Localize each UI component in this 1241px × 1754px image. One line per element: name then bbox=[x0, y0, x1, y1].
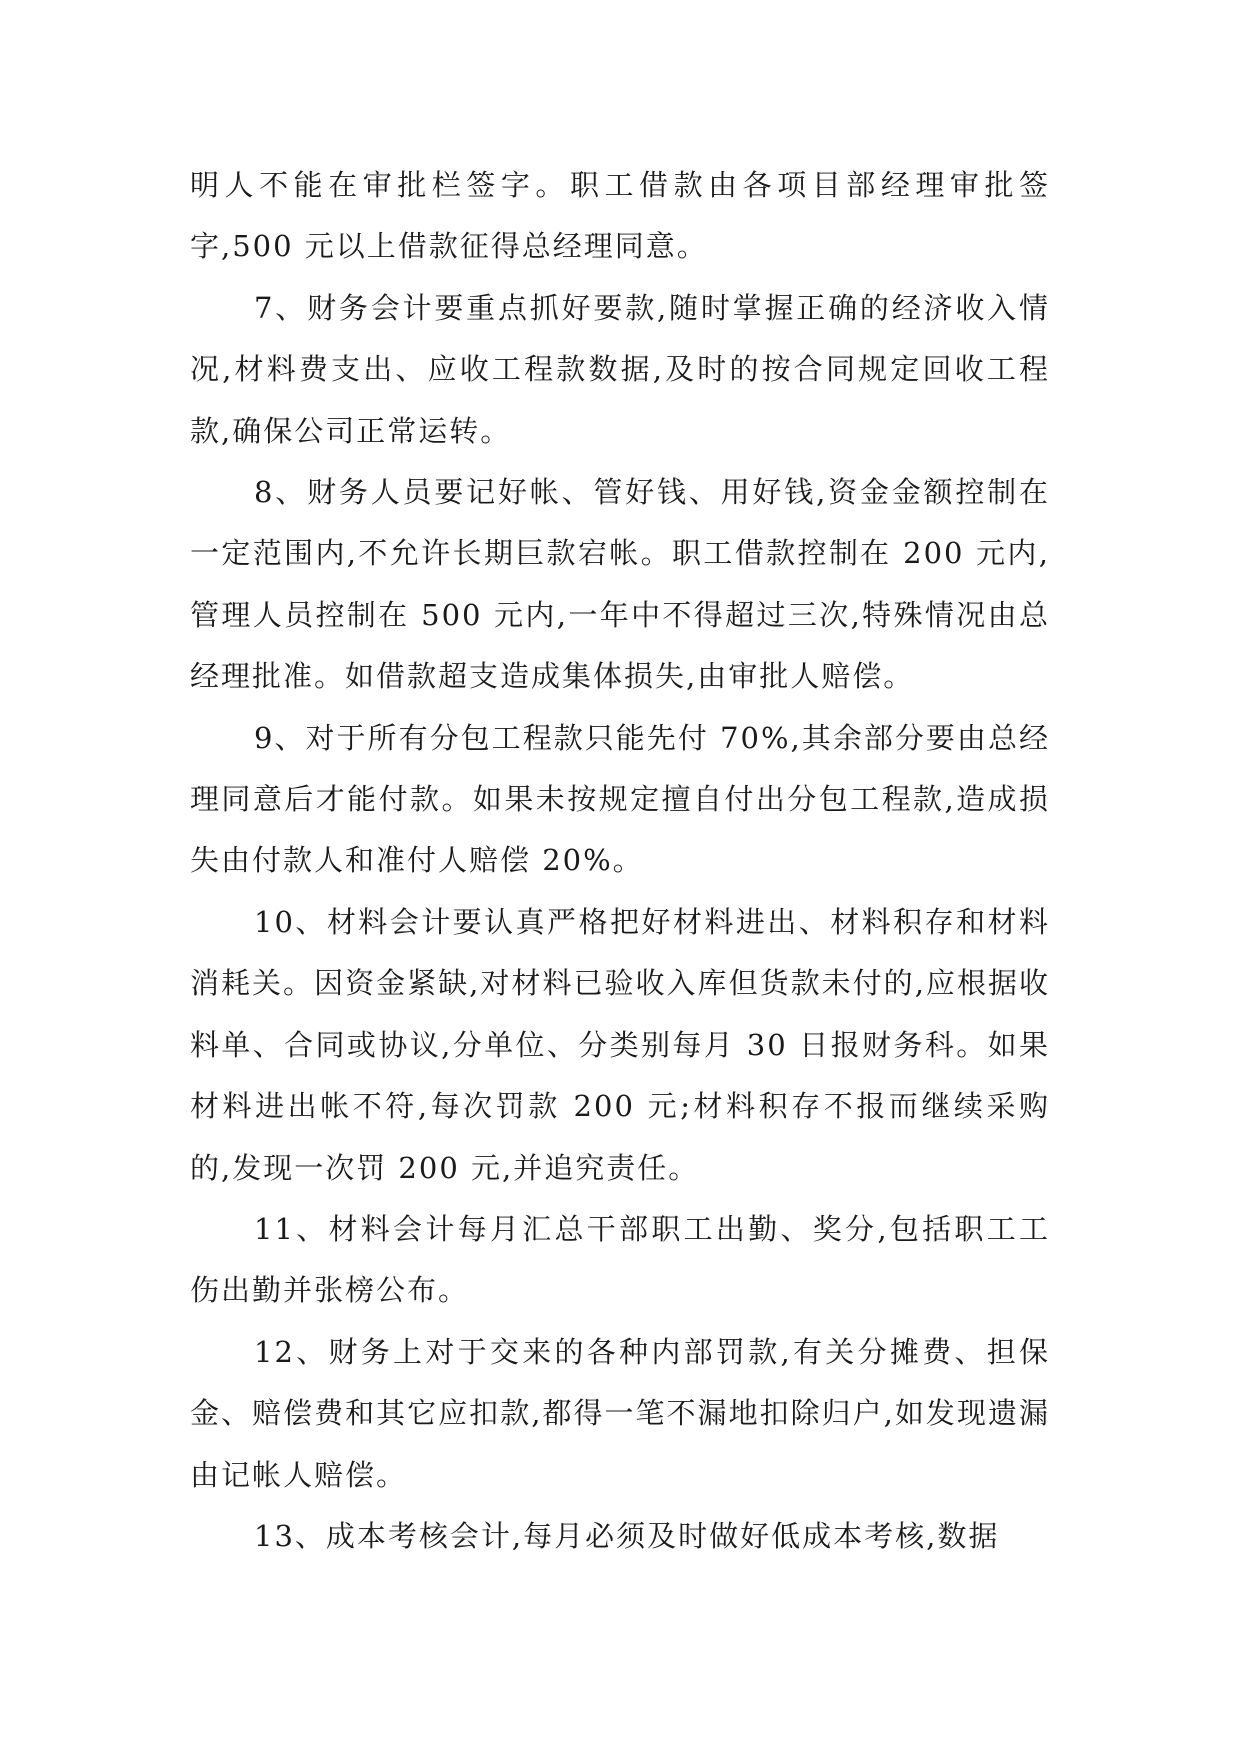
paragraph-item-13: 13、成本考核会计,每月必须及时做好低成本考核,数据 bbox=[254, 1518, 1000, 1553]
paragraph-item-8: 8、财务人员要记好帐、管好钱、用好钱,资金金额控制在一定范围内,不允许长期巨款宕帐。职工借款控制在 200 元内,管理人员控制在 500 元内,一年中不得超过三次,特殊情况由总经理批准。如借款超支造成集体损失,由审批人赔偿。 bbox=[190, 475, 1050, 694]
paragraph-item-11: 11、材料会计每月汇总干部职工出勤、奖分,包括职工工伤出勤并张榜公布。 bbox=[190, 1211, 1050, 1308]
paragraph-item-7: 7、财务会计要重点抓好要款,随时掌握正确的经济收入情况,材料费支出、应收工程款数据,及时的按合同规定回收工程款,确保公司正常运转。 bbox=[190, 290, 1050, 448]
paragraph-continued: 明人不能在审批栏签字。职工借款由各项目部经理审批签字,500 元以上借款征得总经理同意。 bbox=[190, 168, 1050, 264]
paragraph-item-12: 12、财务上对于交来的各种内部罚款,有关分摊费、担保金、赔偿费和其它应扣款,都得一笔不漏地扣除归户,如发现遗漏由记帐人赔偿。 bbox=[190, 1334, 1050, 1492]
paragraph-item-9: 9、对于所有分包工程款只能先付 70%,其余部分要由总经理同意后才能付款。如果未按规定擅自付出分包工程款,造成损失由付款人和准付人赔偿 20%。 bbox=[190, 720, 1050, 878]
paragraph-item-10: 10、材料会计要认真严格把好材料进出、材料积存和材料消耗关。因资金紧缺,对材料已验收入库但货款未付的,应根据收料单、合同或协议,分单位、分类别每月 30 日报财务科。如果材料进出帐不符,每次罚款 200 元;材料积存不报而继续采购的,发现一次罚 200 元,并追究责任。 bbox=[190, 904, 1050, 1185]
document-body bbox=[190, 155, 1050, 1567]
